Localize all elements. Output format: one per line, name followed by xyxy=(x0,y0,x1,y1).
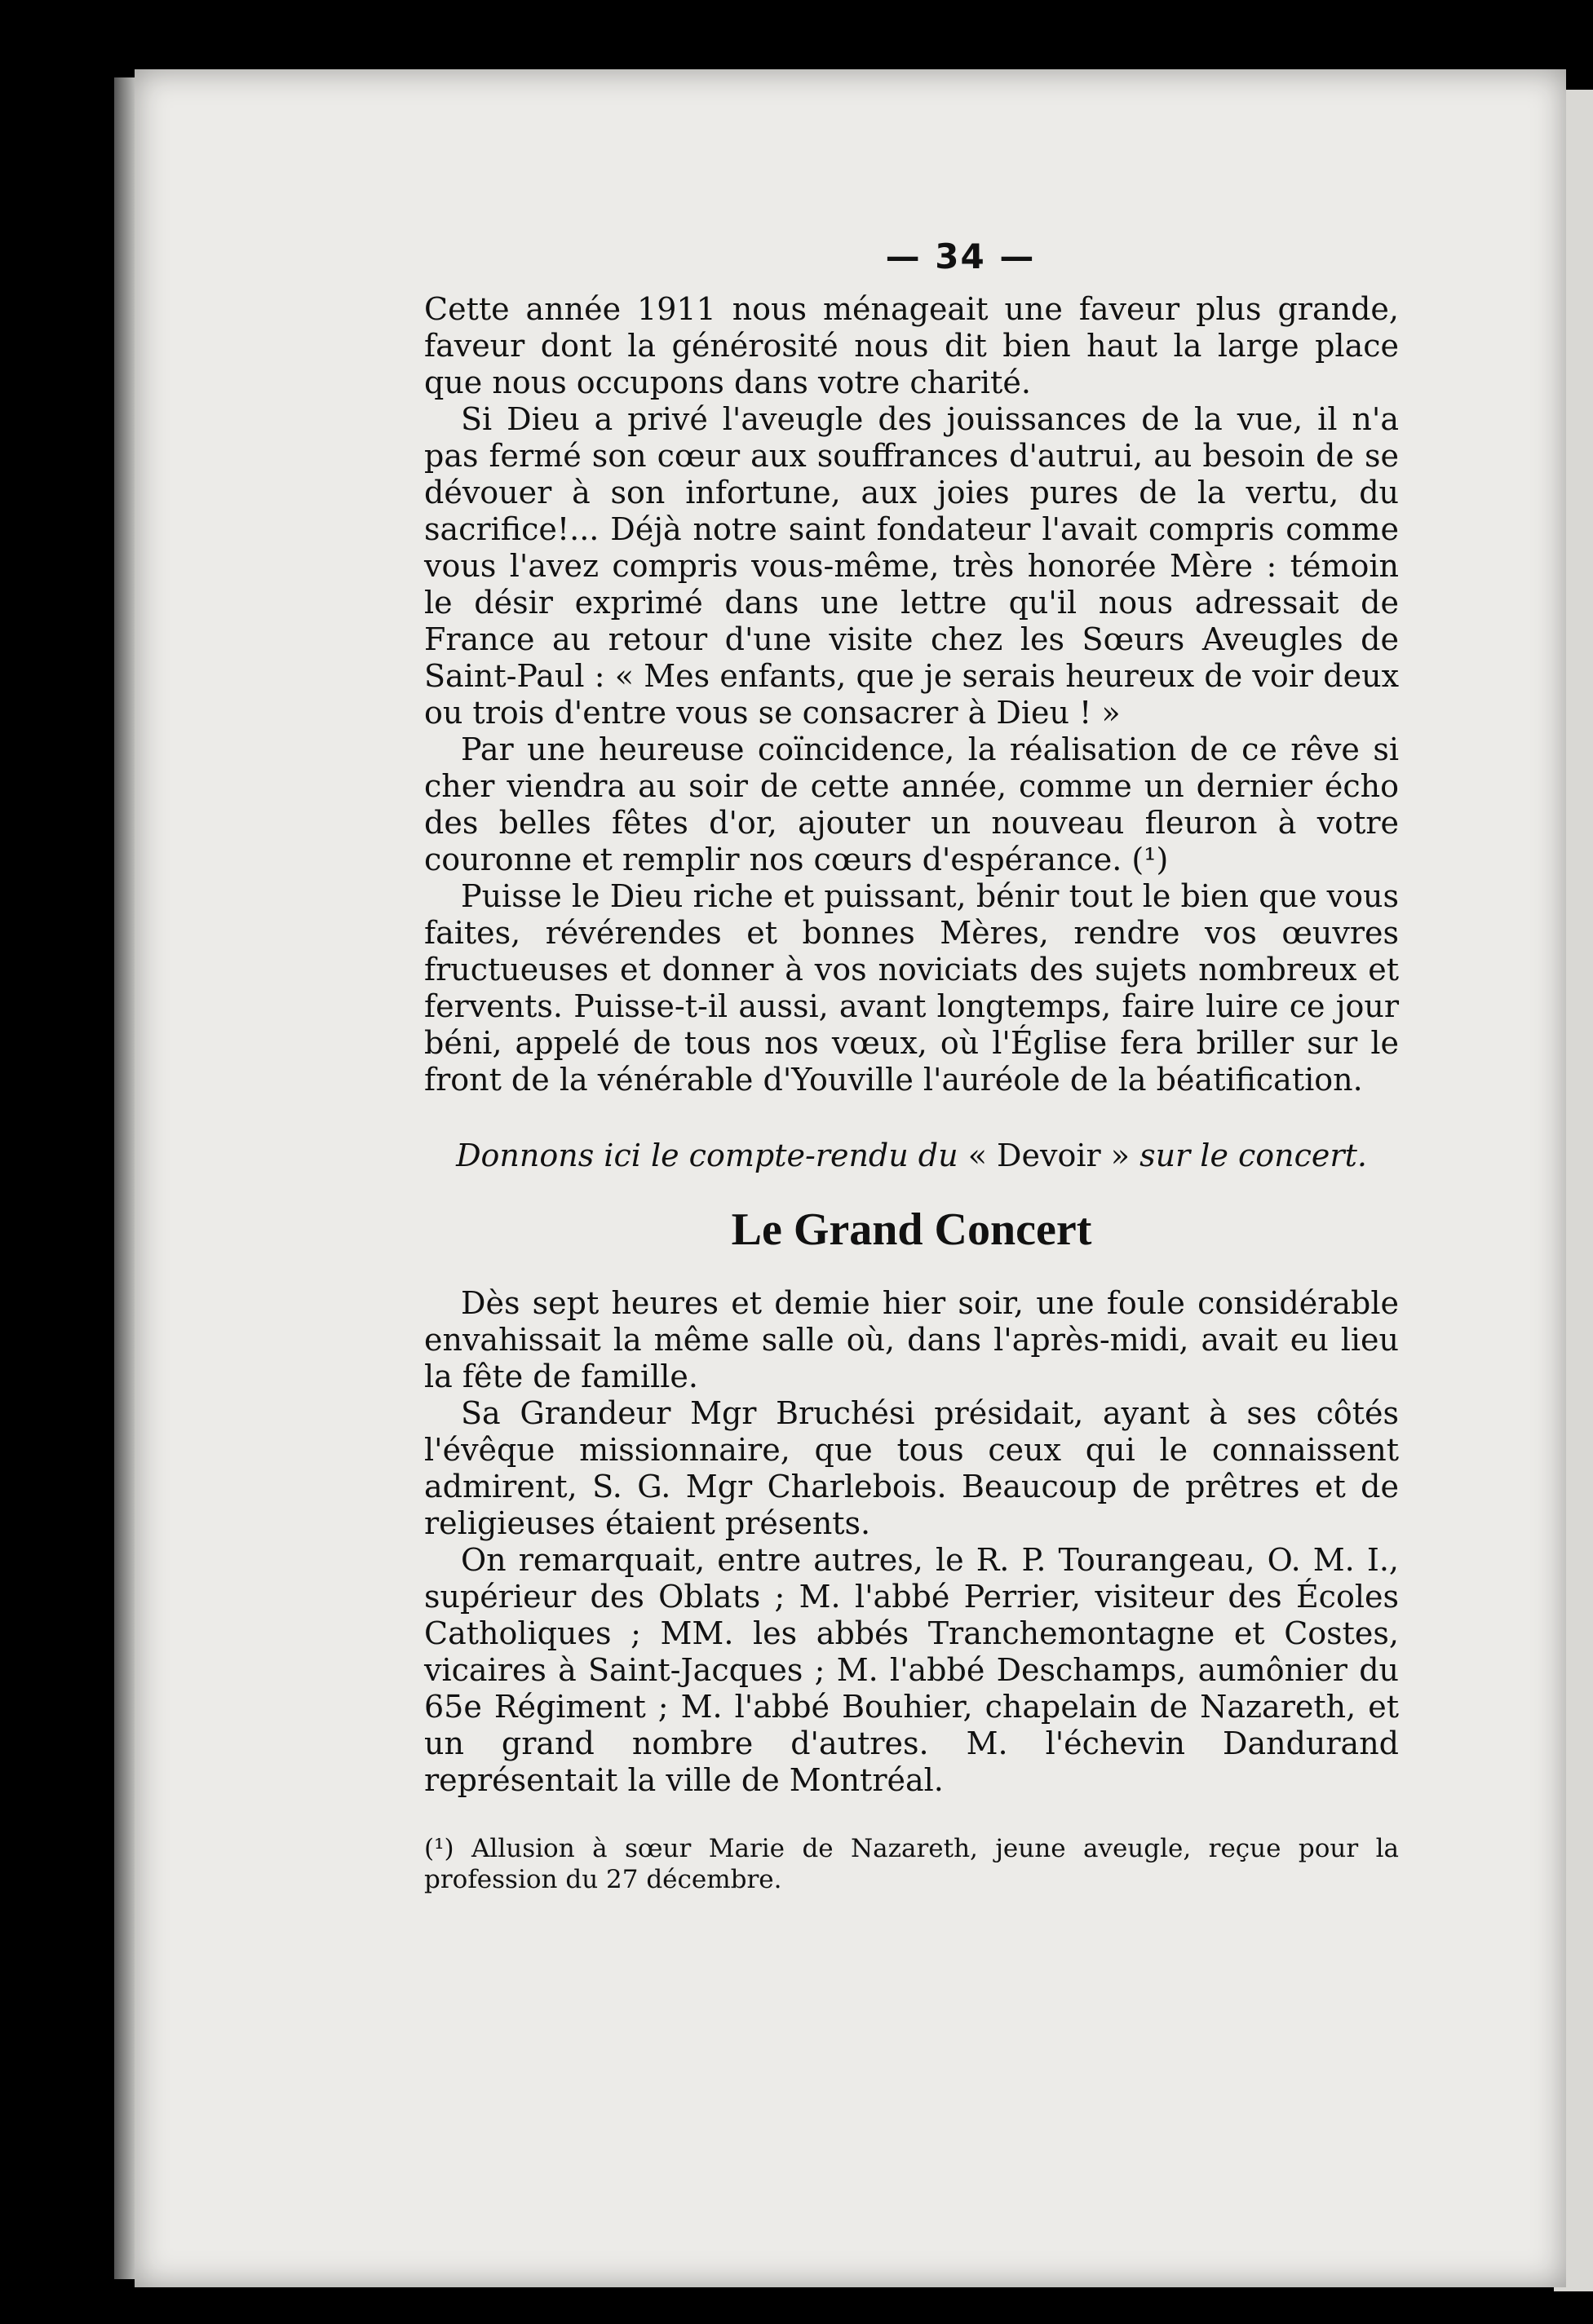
article-intro xyxy=(424,1138,1399,1174)
intro-newspaper-name: « Devoir » xyxy=(967,1138,1130,1173)
paragraph: On remarquait, entre autres, le R. P. Tourangeau, O. M. I., supérieur des Oblats ; M. l'abbé Perrier, visiteur des Écoles Catholiques ; MM. les abbés Tranchemontagne et Costes, vicaires à Saint-Jacques ; M. l'abbé Deschamps, aumônier du 65e Régiment ; M. l'abbé Bouhier, chapelain de Nazareth, et un grand nombre d'autres. M. l'échevin Dandurand représentait la ville de Montréal. xyxy=(424,1542,1399,1798)
paragraph: Par une heureuse coïncidence, la réalisation de ce rêve si cher viendra au soir de cette année, comme un dernier écho des belles fêtes d'or, ajouter un nouveau fleuron à votre couronne et remplir nos cœurs d'espérance. (¹) xyxy=(424,731,1399,877)
paragraph: Dès sept heures et demie hier soir, une foule considérable envahissait la même salle où, dans l'après-midi, avait eu lieu la fête de famille. xyxy=(424,1285,1399,1394)
paragraph: Si Dieu a privé l'aveugle des jouissances de la vue, il n'a pas fermé son cœur aux souffrances d'autrui, au besoin de se dévouer à son infortune, aux joies pures de la vertu, du sacrifice!... Déjà notre saint fondateur l'avait compris comme vous l'avez compris vous-même, très honorée Mère : témoin le désir exprimé dans une lettre qu'il nous adressait de France au retour d'une visite chez les Sœurs Aveugles de Saint-Paul : « Mes enfants, que je serais heureux de voir deux ou trois d'entre vous se consacrer à Dieu ! » xyxy=(424,401,1399,731)
page-number: — 34 — xyxy=(885,236,1036,276)
section-heading: Le Grand Concert xyxy=(731,1204,1092,1255)
paragraph: Sa Grandeur Mgr Bruchési présidait, ayant à ses côtés l'évêque missionnaire, que tous ceux qui le connaissent admirent, S. G. Mgr Charlebois. Beaucoup de prêtres et de religieuses étaient présents. xyxy=(424,1395,1399,1541)
footnote: (¹) Allusion à sœur Marie de Nazareth, jeune aveugle, reçue pour la profession du 27 décembre. xyxy=(424,1834,1399,1894)
intro-text-2: sur le concert. xyxy=(1139,1138,1367,1173)
page-content xyxy=(424,236,1399,1895)
paragraph: Cette année 1911 nous ménageait une faveur plus grande, faveur dont la générosité nous dit bien haut la large place que nous occupons dans votre charité. xyxy=(424,291,1399,400)
paragraph: Puisse le Dieu riche et puissant, bénir tout le bien que vous faites, révérendes et bonnes Mères, rendre vos œuvres fructueuses et donner à vos noviciats des sujets nombreux et fervents. Puisse-t-il aussi, avant longtemps, faire luire ce jour béni, appelé de tous nos vœux, où l'Église fera briller sur le front de la vénérable d'Youville l'auréole de la béatification. xyxy=(424,878,1399,1098)
intro-text-1: Donnons ici le compte-rendu du xyxy=(456,1138,958,1173)
